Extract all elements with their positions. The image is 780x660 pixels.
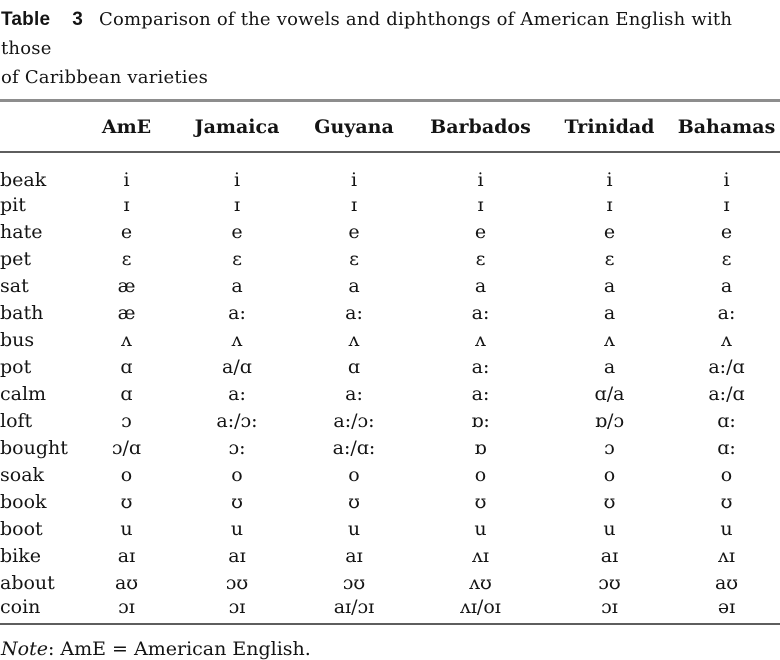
ipa-cell: e — [231, 220, 243, 243]
table-note — [0, 638, 780, 660]
table-row — [0, 380, 780, 407]
ipa-cell: ɑ — [347, 355, 361, 378]
ipa-cell: i — [350, 169, 358, 191]
ipa-cell: o — [120, 463, 133, 486]
table-row — [0, 434, 780, 461]
ipa-cell: ɔʊ — [598, 571, 621, 594]
table-row — [0, 191, 780, 218]
ipa-cell: a: — [345, 301, 363, 324]
variety-column-header: Guyana — [293, 102, 415, 152]
ipa-cell: o — [603, 463, 616, 486]
ipa-cell: e — [348, 220, 360, 243]
ipa-cell: a — [231, 274, 243, 297]
ipa-cell: əɪ — [717, 596, 736, 618]
ipa-cell: a:/ɑ: — [332, 436, 376, 459]
word-cell: pit — [0, 193, 26, 216]
ipa-cell: aɪ — [228, 544, 246, 567]
word-cell: about — [0, 571, 55, 594]
ipa-cell: aɪ — [600, 544, 619, 567]
ipa-cell: o — [231, 463, 243, 486]
ipa-cell: a: — [228, 382, 246, 405]
ipa-cell: ɪ — [123, 193, 130, 216]
ipa-cell: ʌ — [475, 328, 486, 351]
ipa-cell: ʊ — [348, 490, 360, 513]
ipa-cell: ɔʊ — [225, 571, 249, 594]
variety-column-header: Barbados — [415, 102, 546, 152]
word-cell: boot — [0, 517, 43, 540]
table-row — [0, 353, 780, 380]
ipa-cell: ɔɪ — [118, 596, 135, 618]
ipa-cell: u — [474, 517, 487, 540]
ipa-cell: ʌɪ/oɪ — [460, 596, 501, 618]
word-cell: book — [0, 490, 47, 513]
header-row — [0, 102, 780, 152]
table-body — [0, 152, 780, 624]
table-row — [0, 272, 780, 299]
ipa-cell: a: — [717, 301, 736, 324]
ipa-cell: a: — [345, 382, 363, 405]
ipa-cell: i — [233, 169, 241, 191]
ipa-cell: a:/ɑ — [708, 382, 745, 405]
table-caption — [0, 5, 780, 92]
ipa-cell: u — [720, 517, 733, 540]
ipa-cell: ɪ — [350, 193, 358, 216]
table-row — [0, 299, 780, 326]
ipa-cell: a:/ɔ: — [333, 409, 375, 432]
ipa-cell: ʊ — [474, 490, 487, 513]
table-row — [0, 569, 780, 596]
word-cell: sat — [0, 274, 29, 297]
ipa-cell: a:/ɔ: — [216, 409, 258, 432]
ipa-cell: ɒ — [474, 436, 487, 459]
vowel-comparison-table — [0, 102, 780, 625]
table-caption-text-line1: Comparison of the vowels and diphthongs of American English with those — [1, 9, 733, 59]
ipa-cell: a — [603, 301, 616, 324]
ipa-cell: u — [230, 517, 244, 540]
ipa-cell: i — [606, 169, 613, 191]
ipa-cell: ɔ/ɑ — [111, 436, 142, 459]
word-cell: bought — [0, 436, 68, 459]
ipa-cell: a: — [471, 355, 490, 378]
table-row — [0, 542, 780, 569]
table-row — [0, 218, 780, 245]
ipa-cell: ʊ — [720, 490, 733, 513]
ipa-cell: ʊ — [120, 490, 133, 513]
variety-column-header: Jamaica — [181, 102, 293, 152]
ipa-cell: e — [120, 220, 133, 243]
ipa-cell: ɑ: — [717, 436, 736, 459]
ipa-cell: ɔ: — [228, 436, 246, 459]
word-cell: bike — [0, 544, 41, 567]
ipa-cell: u — [347, 517, 361, 540]
ipa-cell: æ — [117, 301, 136, 324]
ipa-cell: ɛ — [349, 247, 359, 270]
word-cell: bus — [0, 328, 35, 351]
ipa-cell: ɑ/a — [594, 382, 625, 405]
ipa-cell: aɪ — [345, 544, 363, 567]
ipa-cell: aɪ/ɔɪ — [333, 596, 375, 618]
table-row — [0, 407, 780, 434]
ipa-cell: ɒ/ɔ — [594, 409, 625, 432]
variety-column-header: AmE — [72, 102, 181, 152]
ipa-cell: ʌ — [348, 328, 360, 351]
note-lead: Note — [1, 638, 48, 660]
ipa-cell: a: — [228, 301, 246, 324]
ipa-cell: e — [603, 220, 616, 243]
word-cell: bath — [0, 301, 44, 324]
ipa-cell: o — [348, 463, 360, 486]
ipa-cell: ʌ — [721, 328, 732, 351]
ipa-cell: a — [474, 274, 487, 297]
ipa-cell: ɛ — [604, 247, 615, 270]
ipa-cell: ɑ: — [717, 409, 736, 432]
ipa-cell: ɛ — [721, 247, 732, 270]
ipa-cell: ʌɪ — [472, 544, 489, 567]
ipa-cell: ɪ — [606, 193, 613, 216]
ipa-cell: ʌ — [121, 328, 132, 351]
ipa-cell: ɛ — [232, 247, 242, 270]
ipa-cell: aʊ — [714, 571, 739, 594]
ipa-cell: aʊ — [114, 571, 139, 594]
ipa-cell: æ — [117, 274, 136, 297]
ipa-cell: ɔɪ — [228, 596, 246, 618]
table-caption-text-line2: of Caribbean varieties — [1, 67, 209, 88]
word-column-header — [0, 102, 72, 152]
ipa-cell: ɑ — [120, 382, 133, 405]
ipa-cell: ɔʊ — [342, 571, 366, 594]
ipa-cell: o — [474, 463, 487, 486]
ipa-cell: i — [723, 169, 730, 191]
ipa-cell: ʊ — [231, 490, 243, 513]
table-row — [0, 515, 780, 542]
ipa-cell: a — [603, 355, 616, 378]
table-caption-label: Table — [1, 9, 51, 30]
ipa-cell: a: — [471, 382, 490, 405]
table-row — [0, 461, 780, 488]
ipa-cell: a — [603, 274, 616, 297]
ipa-cell: a: — [471, 301, 490, 324]
ipa-cell: a/ɑ — [222, 355, 252, 378]
variety-column-header: Trinidad — [546, 102, 673, 152]
ipa-cell: ʌɪ — [718, 544, 735, 567]
word-cell: pot — [0, 355, 32, 378]
ipa-cell: ɪ — [233, 193, 241, 216]
ipa-cell: aɪ — [117, 544, 136, 567]
ipa-cell: e — [474, 220, 487, 243]
note-text: : AmE = American English. — [47, 638, 311, 660]
table-row — [0, 488, 780, 515]
ipa-cell: o — [720, 463, 733, 486]
ipa-cell: ʌʊ — [469, 571, 492, 594]
ipa-cell: u — [603, 517, 616, 540]
ipa-cell: i — [123, 169, 130, 191]
word-cell: soak — [0, 463, 45, 486]
ipa-cell: e — [720, 220, 733, 243]
ipa-cell: ɪ — [477, 193, 484, 216]
ipa-cell: a — [348, 274, 360, 297]
word-cell: pet — [0, 247, 32, 270]
ipa-cell: ɑ — [120, 355, 133, 378]
ipa-cell: ʌ — [231, 328, 243, 351]
ipa-cell: ɒ: — [471, 409, 490, 432]
table-row — [0, 326, 780, 353]
variety-column-header: Bahamas — [673, 102, 780, 152]
ipa-cell: ɛ — [121, 247, 132, 270]
ipa-cell: ɪ — [723, 193, 730, 216]
word-cell: coin — [0, 596, 41, 618]
ipa-cell: ɔ — [121, 409, 132, 432]
word-cell: hate — [0, 220, 43, 243]
ipa-cell: u — [120, 517, 133, 540]
word-cell: beak — [0, 169, 47, 191]
ipa-cell: a — [720, 274, 733, 297]
word-cell: calm — [0, 382, 47, 405]
word-cell: loft — [0, 409, 33, 432]
table-row — [0, 152, 780, 191]
ipa-cell: ɔɪ — [601, 596, 618, 618]
table-caption-number: 3 — [72, 9, 83, 30]
ipa-cell: ʌ — [604, 328, 615, 351]
table-row — [0, 596, 780, 624]
ipa-cell: ɔ — [604, 436, 615, 459]
table-header — [0, 102, 780, 152]
ipa-cell: i — [477, 169, 484, 191]
ipa-cell: a:/ɑ — [708, 355, 745, 378]
ipa-cell: ɛ — [475, 247, 486, 270]
ipa-cell: ʊ — [603, 490, 616, 513]
table-row — [0, 245, 780, 272]
